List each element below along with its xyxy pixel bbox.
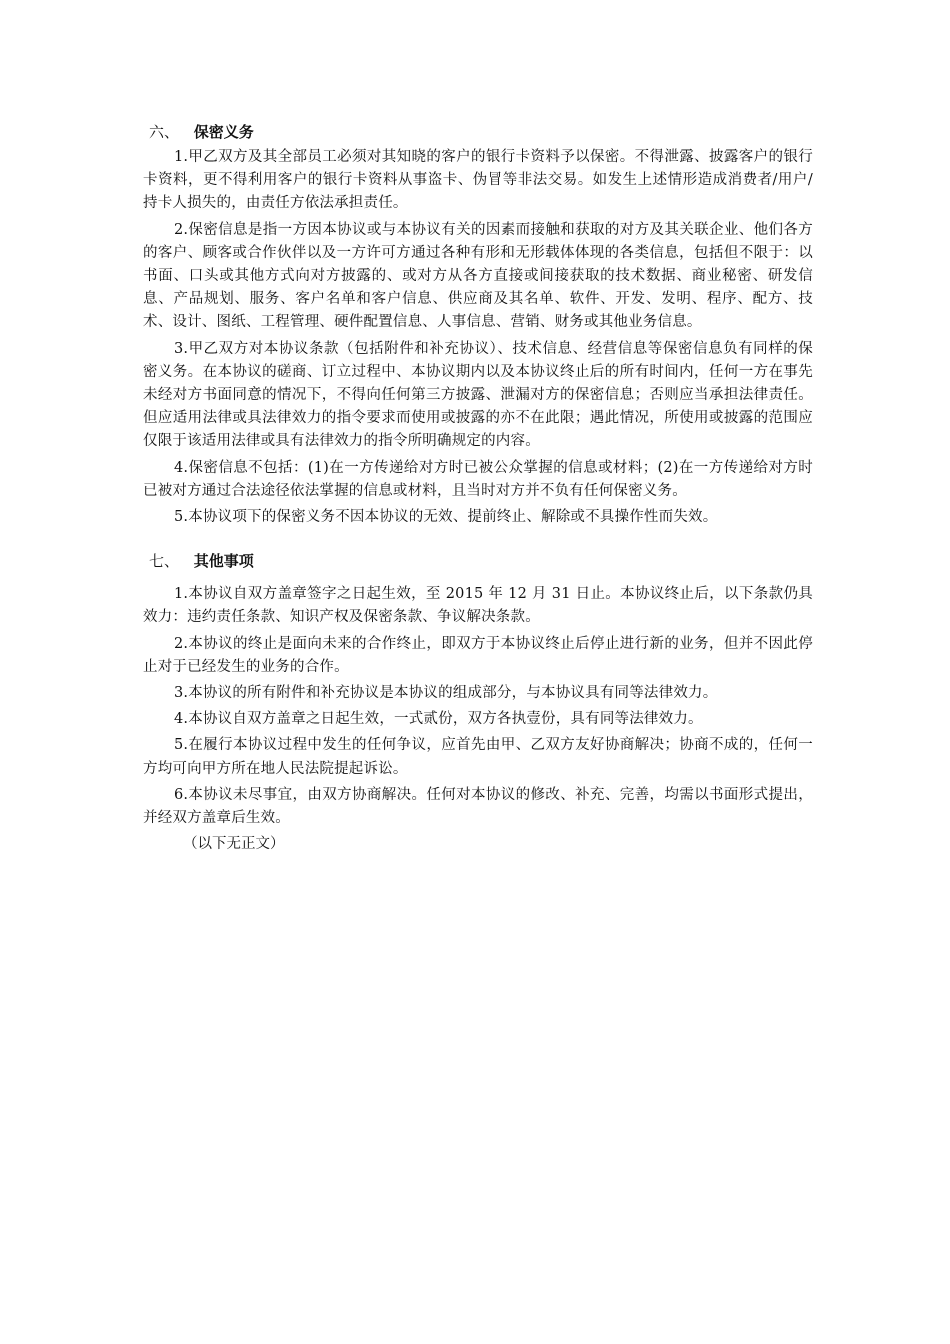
section-title: 保密义务 (193, 123, 254, 141)
section-confidentiality (143, 118, 813, 529)
end-of-text-note: （以下无正文） (183, 836, 285, 853)
clause-paragraph: 6.本协议未尽事宜，由双方协商解决。任何对本协议的修改、补充、完善，均需以书面形式提出，并经双方盖章后生效。 (143, 786, 813, 827)
clause-paragraph: 4.本协议自双方盖章之日起生效，一式贰份，双方各执壹份，具有同等法律效力。 (174, 711, 703, 728)
clause-paragraph: 2.本协议的终止是面向未来的合作终止，即双方于本协议终止后停止进行新的业务，但并不因此停止对于已经发生的业务的合作。 (143, 635, 813, 675)
section-number: 六、 (149, 123, 180, 141)
section-title: 其他事项 (193, 552, 254, 571)
clause-paragraph: 4.保密信息不包括：(1)在一方传递给对方时已被公众掌握的信息或材料；(2)在一方传递给对方时已被对方通过合法途径依法掌握的信息或材料，且当时对方并不负有任何保密义务。 (143, 459, 813, 499)
clause-paragraph: 5.本协议项下的保密义务不因本协议的无效、提前终止、解除或不具操作性而失效。 (174, 509, 718, 526)
clause-paragraph: 5.在履行本协议过程中发生的任何争议，应首先由甲、乙双方友好协商解决；协商不成的，任何一方均可向甲方所在地人民法院提起诉讼。 (143, 737, 813, 777)
clause-paragraph: 3.本协议的所有附件和补充协议是本协议的组成部分，与本协议具有同等法律效力。 (174, 685, 718, 702)
section-other-matters (143, 547, 813, 856)
section-heading (149, 118, 813, 146)
document-body (143, 118, 813, 856)
section-heading (149, 547, 813, 575)
clause-paragraph: 1.甲乙双方及其全部员工必须对其知晓的客户的银行卡资料予以保密。不得泄露、披露客户的银行卡资料，更不得利用客户的银行卡资料从事盗卡、伪冒等非法交易。如发生上述情形造成消费者/用户/持卡人损失的，由责任方依法承担责任。 (143, 149, 813, 212)
clause-paragraph: 1.本协议自双方盖章签字之日起生效，至 2015 年 12 月 31 日止。本协议终止后，以下条款仍具效力：违约责任条款、知识产权及保密条款、争议解决条款。 (143, 586, 813, 626)
clause-paragraph: 2.保密信息是指一方因本协议或与本协议有关的因素而接触和获取的对方及其关联企业、他们各方的客户、顾客或合作伙伴以及一方许可方通过各种有形和无形载体体现的各类信息，包括但不限于：以书面、口头或其他方式向对方披露的、或对方从各方直接或间接获取的技术数据、商业秘密、研发信息、产品规划、服务、客户名单和客户信息、供应商及其名单、软件、开发、发明、程序、配方、技术、设计、图纸、工程管理、硬件配置信息、人事信息、营销、财务或其他业务信息。 (143, 221, 813, 331)
clause-paragraph: 3.甲乙双方对本协议条款（包括附件和补充协议）、技术信息、经营信息等保密信息负有同样的保密义务。在本协议的磋商、订立过程中、本协议期内以及本协议终止后的所有时间内，任何一方在事先未经对方书面同意的情况下，不得向任何第三方披露、泄漏对方的保密信息；否则应当承担法律责任。但应适用法律或具法律效力的指令要求而使用或披露的亦不在此限；遇此情况，所使用或披露的范围应仅限于该适用法律或具有法律效力的指令所明确规定的内容。 (143, 340, 813, 450)
section-number: 七、 (149, 552, 180, 571)
